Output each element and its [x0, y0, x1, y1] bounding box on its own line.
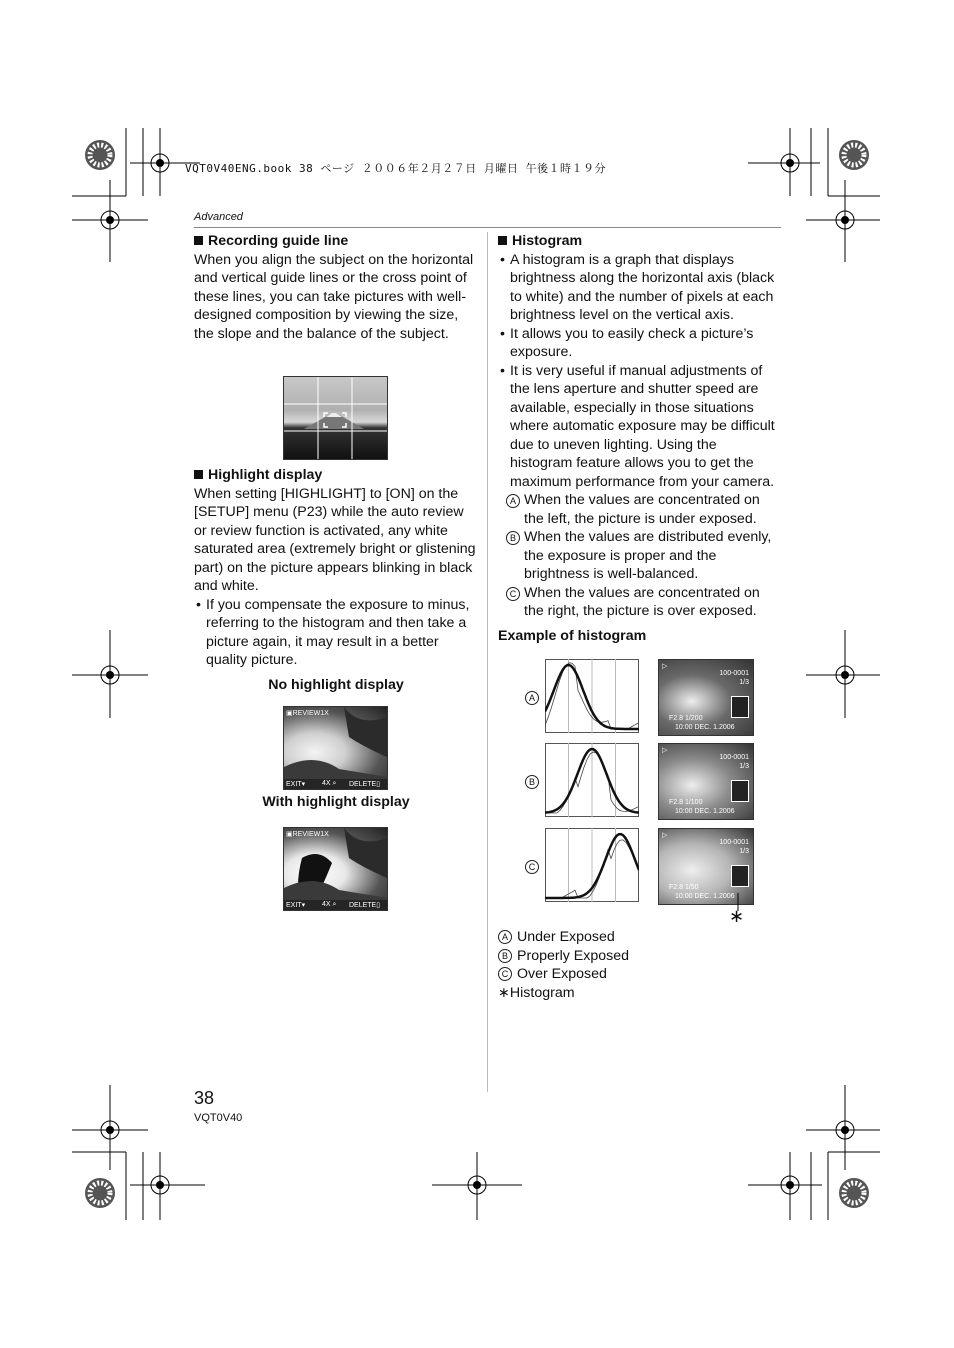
- highlight-body: When setting [HIGHLIGHT] to [ON] on the [SETUP] menu (P23) while the auto review or review function is activated, any white saturated area (extremely bright or glistening part) on the picture appears blinking in black and white.: [194, 485, 476, 594]
- exposure-info: F2.8 1/100: [669, 799, 703, 806]
- review-text: REVIEW1X: [292, 831, 329, 838]
- row-mark-b: B: [525, 775, 539, 789]
- square-bullet-icon: [194, 470, 203, 479]
- highlight-section: [194, 466, 478, 670]
- asterisk-leader-line: [737, 893, 739, 911]
- page-number: 38: [194, 1088, 215, 1108]
- review-text: REVIEW1X: [292, 710, 329, 717]
- review-label: [286, 709, 329, 717]
- column-divider: [487, 232, 488, 1092]
- zoom-label: 4X ⌕: [322, 780, 337, 787]
- camera-lcd-a: [658, 659, 754, 736]
- waterfall-highlight-scene: [284, 828, 387, 910]
- section-label: Advanced: [194, 211, 243, 223]
- date-time: 10:00 DEC. 1.2006: [675, 808, 735, 815]
- delete-label: DELETE▯: [349, 902, 381, 909]
- histogram-bullet-1: • A histogram is a graph that displays brightness along the horizontal axis (black to white) and the number of pixels at each brightness level on the vertical axis.: [498, 251, 782, 325]
- circle-c-icon: C: [498, 967, 512, 981]
- image-count: 1/3: [739, 679, 749, 686]
- histogram-heading: [498, 232, 782, 251]
- asterisk-marker: ∗: [729, 906, 745, 926]
- histogram-sub-c: C When the values are concentrated on the right, the picture is over exposed.: [498, 584, 782, 621]
- header-rule: [194, 227, 781, 228]
- histogram-title: Histogram: [512, 233, 583, 249]
- review-photo-with-highlight: [283, 827, 388, 911]
- circle-b-icon: B: [498, 949, 512, 963]
- delete-label: DELETE▯: [349, 781, 381, 788]
- camera-lcd-c: [658, 828, 754, 905]
- histogram-graph-b: [545, 743, 639, 817]
- legend-under: A Under Exposed: [498, 928, 782, 947]
- caption-no-highlight: No highlight display: [268, 677, 404, 693]
- histogram-inset: [731, 780, 749, 802]
- date-time: 10:00 DEC. 1.2006: [675, 724, 735, 731]
- recording-guide-section: [194, 232, 478, 343]
- highlight-title: Highlight display: [208, 467, 323, 483]
- zoom-icon: ⌕: [332, 901, 337, 908]
- histogram-sub-b: B When the values are distributed evenly, the exposure is proper and the brightness is well-balanced.: [498, 528, 782, 584]
- histogram-graph-c: [545, 828, 639, 902]
- file-number: 100-0001: [719, 839, 749, 846]
- trash-icon: ▯: [376, 902, 381, 909]
- review-label: [286, 830, 329, 838]
- highlight-heading: [194, 466, 478, 485]
- date-time: 10:00 DEC. 1.2006: [675, 893, 735, 900]
- exposure-info: F2.8 1/200: [669, 715, 703, 722]
- play-mode-icon: ▷: [662, 832, 668, 839]
- exposure-info: F2.8 1/50: [669, 884, 699, 891]
- legend-histogram: ∗Histogram: [498, 984, 575, 1001]
- file-header-line: VQT0V40ENG.book 38 ページ ２００６年２月２７日 月曜日 午後１時１９分: [185, 162, 606, 175]
- histogram-bullet-3: • It is very useful if manual adjustments of the lens aperture and shutter speed are available, especially in those situations where automatic exposure may be difficult due to uneven lighting. Using the histogram feature allows you to get the maximum performance from your camera.: [498, 362, 782, 492]
- histogram-bullet-2: • It allows you to easily check a picture’s exposure.: [498, 325, 782, 362]
- file-number: 100-0001: [719, 670, 749, 677]
- recording-guide-body: When you align the subject on the horizontal and vertical guide lines or the cross point of these lines, you can take pictures with well-designed composition by viewing the size, the slope and the balance of the subject.: [194, 251, 474, 342]
- histogram-legend: [498, 928, 782, 1002]
- caption-with-highlight: With highlight display: [262, 794, 410, 810]
- review-mode-icon: ▣: [286, 710, 293, 717]
- histogram-graph-a: [545, 659, 639, 733]
- legend-proper: B Properly Exposed: [498, 947, 782, 966]
- guide-grid-overlay: [284, 377, 387, 459]
- row-mark-c: C: [525, 860, 539, 874]
- circle-a-icon: A: [498, 930, 512, 944]
- zoom-icon: ⌕: [332, 780, 337, 787]
- square-bullet-icon: [498, 236, 507, 245]
- highlight-bullet: • If you compensate the exposure to minus, referring to the histogram and then take a picture again, it may result in a better quality picture.: [194, 596, 478, 670]
- histogram-inset: [731, 696, 749, 718]
- exit-label: EXIT▾: [286, 902, 306, 909]
- image-count: 1/3: [739, 848, 749, 855]
- histogram-inset: [731, 865, 749, 887]
- waterfall-scene: [284, 707, 387, 789]
- image-count: 1/3: [739, 763, 749, 770]
- review-photo-no-highlight: [283, 706, 388, 790]
- recording-guide-heading: [194, 232, 478, 251]
- zoom-label: 4X ⌕: [322, 901, 337, 908]
- trash-icon: ▯: [376, 781, 381, 788]
- histogram-sub-a: A When the values are concentrated on the left, the picture is under exposed.: [498, 491, 782, 528]
- model-code: VQT0V40: [194, 1112, 243, 1124]
- legend-over: C Over Exposed: [498, 965, 782, 984]
- camera-lcd-b: [658, 743, 754, 820]
- guide-line-photo: [283, 376, 388, 460]
- play-mode-icon: ▷: [662, 663, 668, 670]
- circle-b-icon: B: [506, 531, 520, 545]
- file-number: 100-0001: [719, 754, 749, 761]
- play-mode-icon: ▷: [662, 747, 668, 754]
- histogram-section: [498, 232, 782, 621]
- review-mode-icon: ▣: [286, 831, 293, 838]
- square-bullet-icon: [194, 236, 203, 245]
- example-histogram-title: Example of histogram: [498, 628, 647, 644]
- circle-a-icon: A: [506, 494, 520, 508]
- recording-guide-title: Recording guide line: [208, 233, 349, 249]
- circle-c-icon: C: [506, 587, 520, 601]
- exit-label: EXIT▾: [286, 781, 306, 788]
- row-mark-a: A: [525, 691, 539, 705]
- asterisk-icon: ∗: [498, 984, 510, 1001]
